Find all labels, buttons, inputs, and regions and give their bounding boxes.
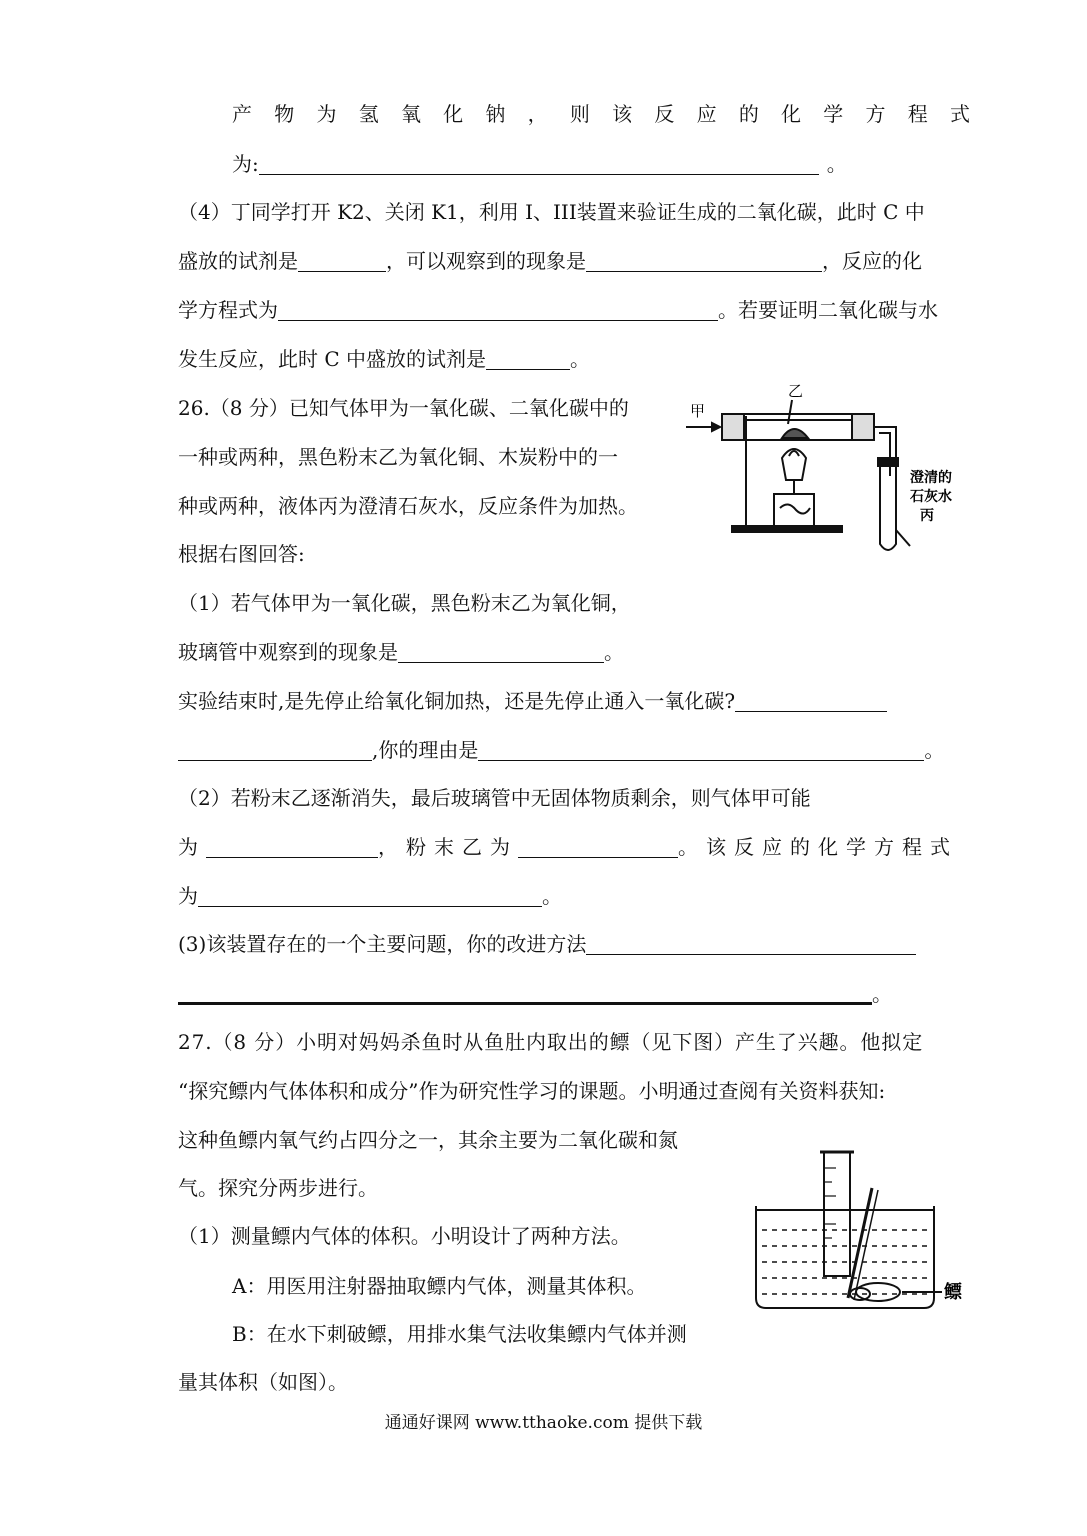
label-yi: 乙 (788, 382, 804, 400)
spread-char: 则 (569, 102, 590, 126)
spread-char: 为 (316, 102, 337, 126)
label-lime-1: 澄清的 (910, 470, 952, 486)
text: 。该反应的化学方程式 (678, 835, 958, 859)
answer-blank[interactable] (518, 837, 678, 858)
q25-part4-line-3 (178, 296, 938, 324)
q27-method-b-cont: 量其体积（如图）。 (178, 1370, 348, 1394)
spread-char: 应 (696, 102, 717, 126)
answer-blank[interactable] (198, 886, 542, 907)
q26-stem-line-1: 26.（8 分）已知气体甲为一氧化碳、二氧化碳中的 (178, 396, 629, 420)
q26-part3-line-1 (178, 930, 916, 958)
text: 为 (178, 884, 198, 908)
spread-char: 化 (781, 102, 802, 126)
q27-stem-line-1: 27.（8 分）小明对妈妈杀鱼时从鱼肚内取出的鳔（见下图）产生了兴趣。他拟定 (178, 1030, 924, 1054)
answer-blank[interactable] (206, 837, 378, 858)
answer-blank[interactable] (586, 934, 916, 955)
q26-stem-line-3: 种或两种，液体丙为澄清石灰水，反应条件为加热。 (178, 494, 638, 518)
q27-method-a: A：用医用注射器抽取鳔内气体，测量其体积。 (232, 1274, 647, 1298)
q25-line-2-suffix: 。 (826, 152, 847, 176)
text: 为 (178, 835, 198, 859)
text: 。 (542, 884, 562, 908)
q25-part4-line-2 (178, 247, 922, 275)
spread-char: 钠 (485, 102, 506, 126)
answer-blank[interactable] (486, 349, 570, 370)
text: 玻璃管中观察到的现象是 (178, 640, 398, 664)
text: 发生反应，此时 C 中盛放的试剂是 (178, 347, 487, 371)
q26-part1-line-2 (178, 638, 624, 666)
spread-char: 方 (865, 102, 886, 126)
answer-blank[interactable] (298, 251, 386, 272)
q26-part2-line-3 (178, 882, 562, 910)
text: ，粉末乙为 (378, 835, 518, 859)
label-lime-2: 石灰水 (910, 489, 952, 505)
q27-part1: （1）测量鳔内气体的体积。小明设计了两种方法。 (178, 1224, 631, 1248)
spread-char: 式 (949, 102, 970, 126)
spread-char: 该 (612, 102, 633, 126)
spread-char: 氧 (400, 102, 421, 126)
q26-part2-line-1: （2）若粉末乙逐渐消失，最后玻璃管中无固体物质剩余，则气体甲可能 (178, 786, 811, 810)
q26-stem-line-4: 根据右图回答: (178, 542, 305, 566)
text: ，可以观察到的现象是 (386, 249, 586, 273)
spread-char: 产 (232, 102, 252, 126)
text: 盛放的试剂是 (178, 249, 298, 273)
spread-char: 的 (738, 102, 759, 126)
text: 。 (570, 347, 591, 371)
label-jia: 甲 (690, 402, 706, 420)
text: 。 (924, 738, 945, 762)
text: 学方程式为 (178, 298, 278, 322)
spread-char: 化 (443, 102, 464, 126)
reduction-apparatus-figure (684, 380, 974, 560)
q27-stem-line-2: “探究鳔内气体体积和成分”作为研究性学习的课题。小明通过查阅有关资料获知: (178, 1079, 886, 1103)
q26-part1-line-3 (178, 687, 887, 715)
label-biao: 鳔 (944, 1282, 962, 1303)
answer-blank[interactable] (178, 740, 372, 761)
text: 实验结束时,是先停止给氧化铜加热，还是先停止通入一氧化碳? (178, 689, 736, 713)
answer-blank[interactable] (478, 740, 924, 761)
answer-blank[interactable] (735, 691, 887, 712)
water-collection-figure (752, 1148, 972, 1318)
text: 。 (604, 640, 624, 664)
q25-line-2-prefix: 为: (232, 152, 259, 176)
answer-blank[interactable] (398, 642, 604, 663)
q25-line-1 (232, 100, 970, 128)
text: ,你的理由是 (372, 738, 479, 762)
q26-part2-line-2 (178, 833, 958, 861)
q27-method-b: B：在水下刺破鳔，用排水集气法收集鳔内气体并测 (232, 1322, 687, 1346)
page-footer: 通通好课网 www.tthaoke.com 提供下载 (384, 1413, 703, 1433)
q25-line-2 (232, 150, 847, 178)
q27-stem-line-3: 这种鱼鳔内氧气约占四分之一，其余主要为二氧化碳和氮 (178, 1128, 678, 1152)
spread-char: 学 (823, 102, 844, 126)
spread-char: ， (527, 102, 548, 126)
spread-char: 程 (907, 102, 928, 126)
text: ，反应的化 (822, 249, 922, 273)
q26-part1-line-1: （1）若气体甲为一氧化碳，黑色粉末乙为氧化铜， (178, 591, 631, 615)
q26-part3-line-2 (178, 980, 892, 1008)
answer-blank[interactable] (178, 982, 872, 1005)
text: (3)该装置存在的一个主要问题，你的改进方法 (178, 932, 587, 956)
spread-char: 物 (274, 102, 295, 126)
spread-char: 氢 (358, 102, 379, 126)
q25-part4-line-4 (178, 345, 590, 373)
text: 。 (872, 982, 892, 1006)
text: 。若要证明二氧化碳与水 (718, 298, 938, 322)
q27-stem-line-4: 气。探究分两步进行。 (178, 1176, 378, 1200)
q26-stem-line-2: 一种或两种，黑色粉末乙为氧化铜、木炭粉中的一 (178, 445, 618, 469)
answer-blank[interactable] (259, 154, 819, 175)
label-bing: 丙 (920, 508, 934, 524)
answer-blank[interactable] (586, 251, 822, 272)
q25-part4-line-1: （4）丁同学打开 K2、关闭 K1，利用 I、III装置来验证生成的二氧化碳，此时 C 中 (178, 200, 925, 224)
q26-part1-line-4 (178, 736, 944, 764)
spread-char: 反 (654, 102, 675, 126)
answer-blank[interactable] (278, 300, 718, 321)
